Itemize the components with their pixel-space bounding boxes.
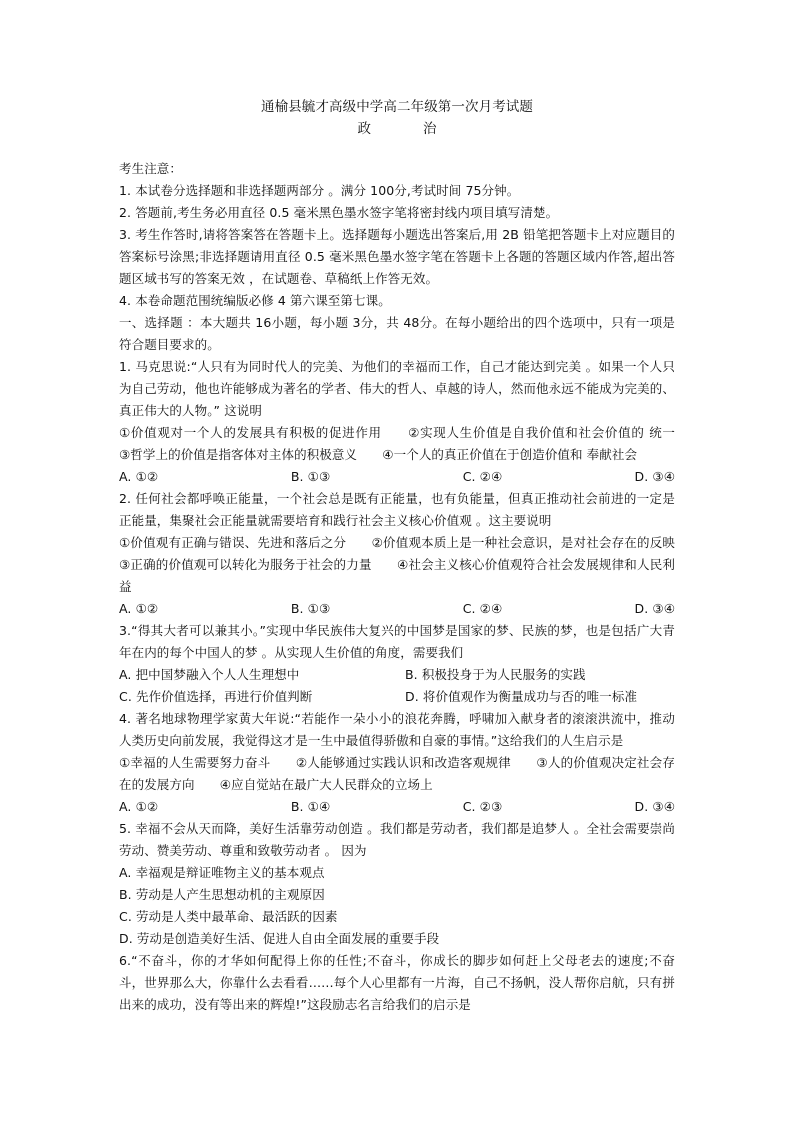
option-b: B. ①③ [290, 601, 331, 616]
section-heading: 一、选择题 ：本大题共 16小题，每小题 3分，共 48分。在每小题给出的四个选项中，只有一项是符合题目要求的。 [119, 315, 675, 352]
exam-subject [119, 118, 675, 140]
option-c: C. 劳动是人类中最革命、最活跃的因素 [119, 909, 338, 924]
notice-item: 1. 本试卷分选择题和非选择题两部分 。满分 100分,考试时间 75分钟。 [119, 183, 520, 198]
option-b: B. 劳动是人产生思想动机的主观原因 [119, 887, 325, 902]
exam-title: 通榆县毓才高级中学高二年级第一次月考试题 [261, 99, 533, 115]
question-5-stem: 5. 幸福不会从天而降，美好生活靠劳动创造 。我们都是劳动者，我们都是追梦人 。全社会需要崇尚劳动、赞美劳动、尊重和致敬劳动者 。 因为 [119, 821, 675, 858]
option-c: C. 先作价值选择，再进行价值判断 [119, 689, 313, 704]
option-b: B. ①④ [290, 799, 331, 814]
question-2-statements: ①价值观有正确与错误、先进和落后之分 ②价值观本质上是一种社会意识，是对社会存在的反映 ③正确的价值观可以转化为服务于社会的力量 ④社会主义核心价值观符合社会发展规律和人民利益 [119, 535, 701, 594]
exam-content [119, 96, 701, 1016]
subject-char-right: 治 [423, 121, 437, 137]
question-6-stem: 6.“不奋斗，你的才华如何配得上你的任性;不奋斗，你成长的脚步如何赶上父母老去的速度;不奋斗，世界那么大，你靠什么去看看……每个人心里都有一片海，自己不扬帆，没人帮你启航，只有拼出来的成功，没有等出来的辉煌!”这段励志名言给我们的启示是 [119, 953, 675, 1012]
option-a: A. 幸福观是辩证唯物主义的基本观点 [119, 865, 325, 880]
notice-item: 4. 本卷命题范围统编版必修 4 第六课至第七课。 [119, 293, 391, 308]
notice-item: 2. 答题前,考生务必用直径 0.5 毫米黑色墨水签字笔将密封线内项目填写清楚。 [119, 205, 559, 220]
option-a: A. ①② [119, 799, 159, 814]
subject-char-left: 政 [357, 121, 371, 137]
notice-item: 3. 考生作答时,请将答案答在答题卡上。选择题每小题选出答案后,用 2B 铅笔把答题卡上对应题目的答案标号涂黑;非选择题请用直径 0.5 毫米黑色墨水签字笔在答题卡上各题的答题区域内作答,超出答题区域书写的答案无效 ，在试题卷、草稿纸上作答无效。 [119, 227, 675, 286]
option-b: B. 积极投身于为人民服务的实践 [405, 667, 586, 682]
question-1-options [119, 466, 675, 488]
option-b: B. ①③ [290, 469, 331, 484]
question-2-options [119, 598, 675, 620]
question-2-stem: 2. 任何社会都呼唤正能量，一个社会总是既有正能量，也有负能量，但真正推动社会前进的一定是正能量，集聚社会正能量就需要培育和践行社会主义核心价值观 。这主要说明 [119, 491, 675, 528]
option-d: D. ③④ [634, 799, 676, 814]
option-c: C. ②④ [462, 601, 503, 616]
option-a: A. 把中国梦融入个人人生理想中 [119, 667, 300, 682]
question-4-statements: ①幸福的人生需要努力奋斗 ②人能够通过实践认识和改造客观规律 ③人的价值观决定社会存在的发展方向 ④应自觉站在最广大人民群众的立场上 [119, 755, 675, 792]
option-d: D. ③④ [634, 469, 676, 484]
question-3-options-row1 [119, 664, 675, 686]
notice-heading: 考生注意： [119, 161, 183, 176]
question-3-options-row2 [119, 686, 675, 708]
question-1-stem: 1. 马克思说:“人只有为同时代人的完美、为他们的幸福而工作，自己才能达到完美 。如果一个人只为自己劳动，他也许能够成为著名的学者、伟大的哲人、卓越的诗人，然而他永远不能成为完美的、真正伟大的人物。” 这说明 [119, 359, 675, 418]
question-4-stem: 4. 著名地球物理学家黄大年说:“若能作一朵小小的浪花奔腾，呼啸加入献身者的滚滚洪流中，推动人类历史向前发展，我觉得这才是一生中最值得骄傲和自豪的事情。”这给我们的人生启示是 [119, 711, 675, 748]
option-d: D. 将价值观作为衡量成功与否的唯一标准 [405, 689, 638, 704]
option-c: C. ②③ [462, 799, 503, 814]
question-1-statements: ①价值观对一个人的发展具有积极的促进作用 ②实现人生价值是自我价值和社会价值的 统一 ③哲学上的价值是指客体对主体的积极意义 ④一个人的真正价值在于创造价值和 奉献社会 [119, 425, 701, 462]
option-a: A. ①② [119, 601, 159, 616]
option-d: D. ③④ [634, 601, 676, 616]
option-c: C. ②④ [462, 469, 503, 484]
option-a: A. ①② [119, 469, 159, 484]
question-4-options [119, 796, 675, 818]
option-d: D. 劳动是创造美好生活、促进人自由全面发展的重要手段 [119, 931, 440, 946]
question-3-stem: 3.“得其大者可以兼其小。”实现中华民族伟大复兴的中国梦是国家的梦、民族的梦，也是包括广大青年在内的每个中国人的梦 。从实现人生价值的角度，需要我们 [119, 623, 675, 660]
